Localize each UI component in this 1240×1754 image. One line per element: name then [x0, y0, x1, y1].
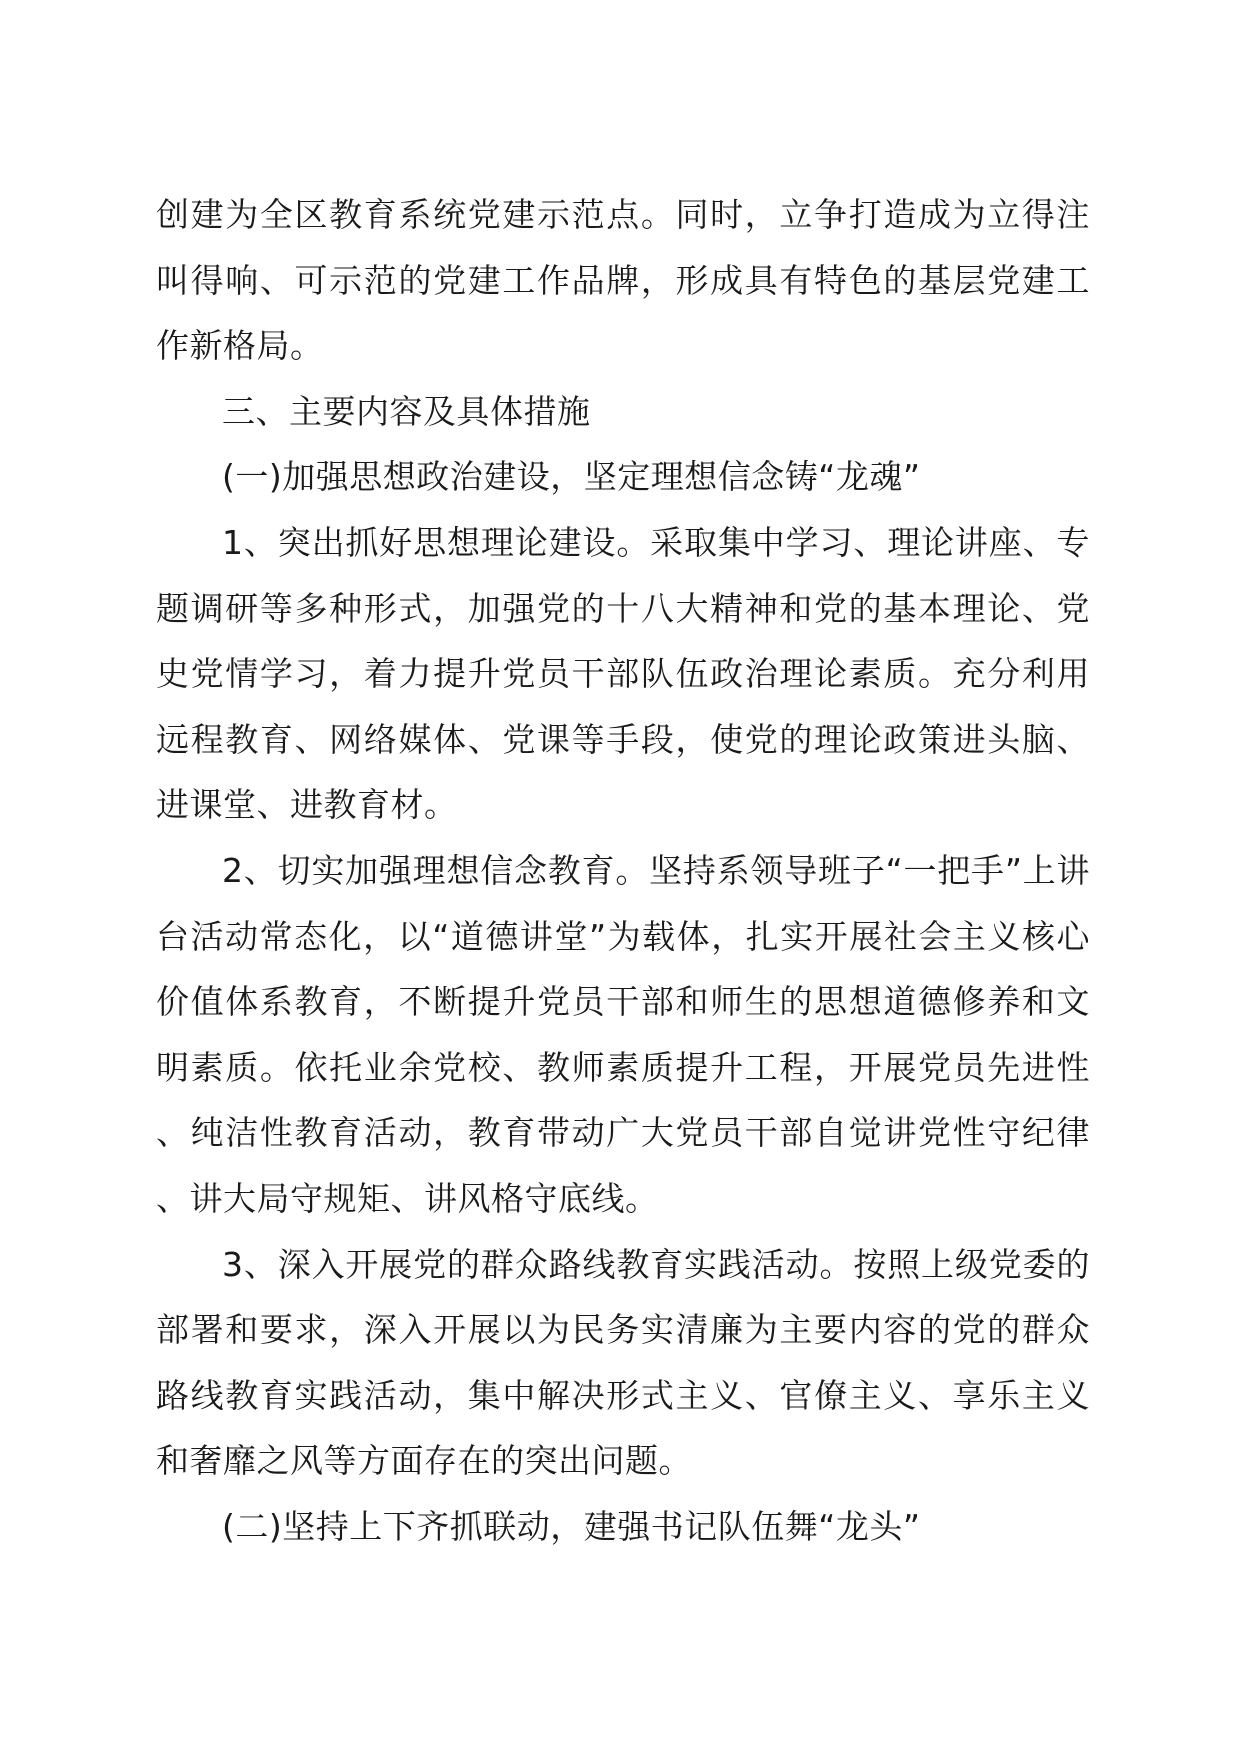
paragraph-item-2: 2、切实加强理想信念教育。坚持系领导班子“一把手”上讲台活动常态化，以“道德讲堂”为载体，扎实开展社会主义核心价值体系教育，不断提升党员干部和师生的思想道德修养和文明素质。依托业余党校、教师素质提升工程，开展党员先进性、纯洁性教育活动，教育带动广大党员干部自觉讲党性守纪律、讲大局守规矩、讲风格守底线。	[156, 850, 1090, 1218]
document-body	[156, 182, 1090, 1559]
subsection-heading-1: (一)加强思想政治建设，坚定理想信念铸“龙魂”	[222, 457, 921, 497]
paragraph-item-1: 1、突出抓好思想理论建设。采取集中学习、理论讲座、专题调研等多种形式，加强党的十八大精神和党的基本理论、党史党情学习，着力提升党员干部队伍政治理论素质。充分利用远程教育、网络媒体、党课等手段，使党的理论政策进头脑、进课堂、进教育材。	[156, 522, 1090, 825]
paragraph-continuation: 创建为全区教育系统党建示范点。同时，立争打造成为立得注叫得响、可示范的党建工作品牌，形成具有特色的基层党建工作新格局。	[156, 195, 1090, 366]
subsection-heading-2: (二)坚持上下齐抓联动，建强书记队伍舞“龙头”	[222, 1506, 921, 1546]
paragraph-item-3: 3、深入开展党的群众路线教育实践活动。按照上级党委的部署和要求，深入开展以为民务实清廉为主要内容的党的群众路线教育实践活动，集中解决形式主义、官僚主义、享乐主义和奢靡之风等方面存在的突出问题。	[156, 1244, 1090, 1481]
section-heading: 三、主要内容及具体措施	[222, 391, 591, 431]
